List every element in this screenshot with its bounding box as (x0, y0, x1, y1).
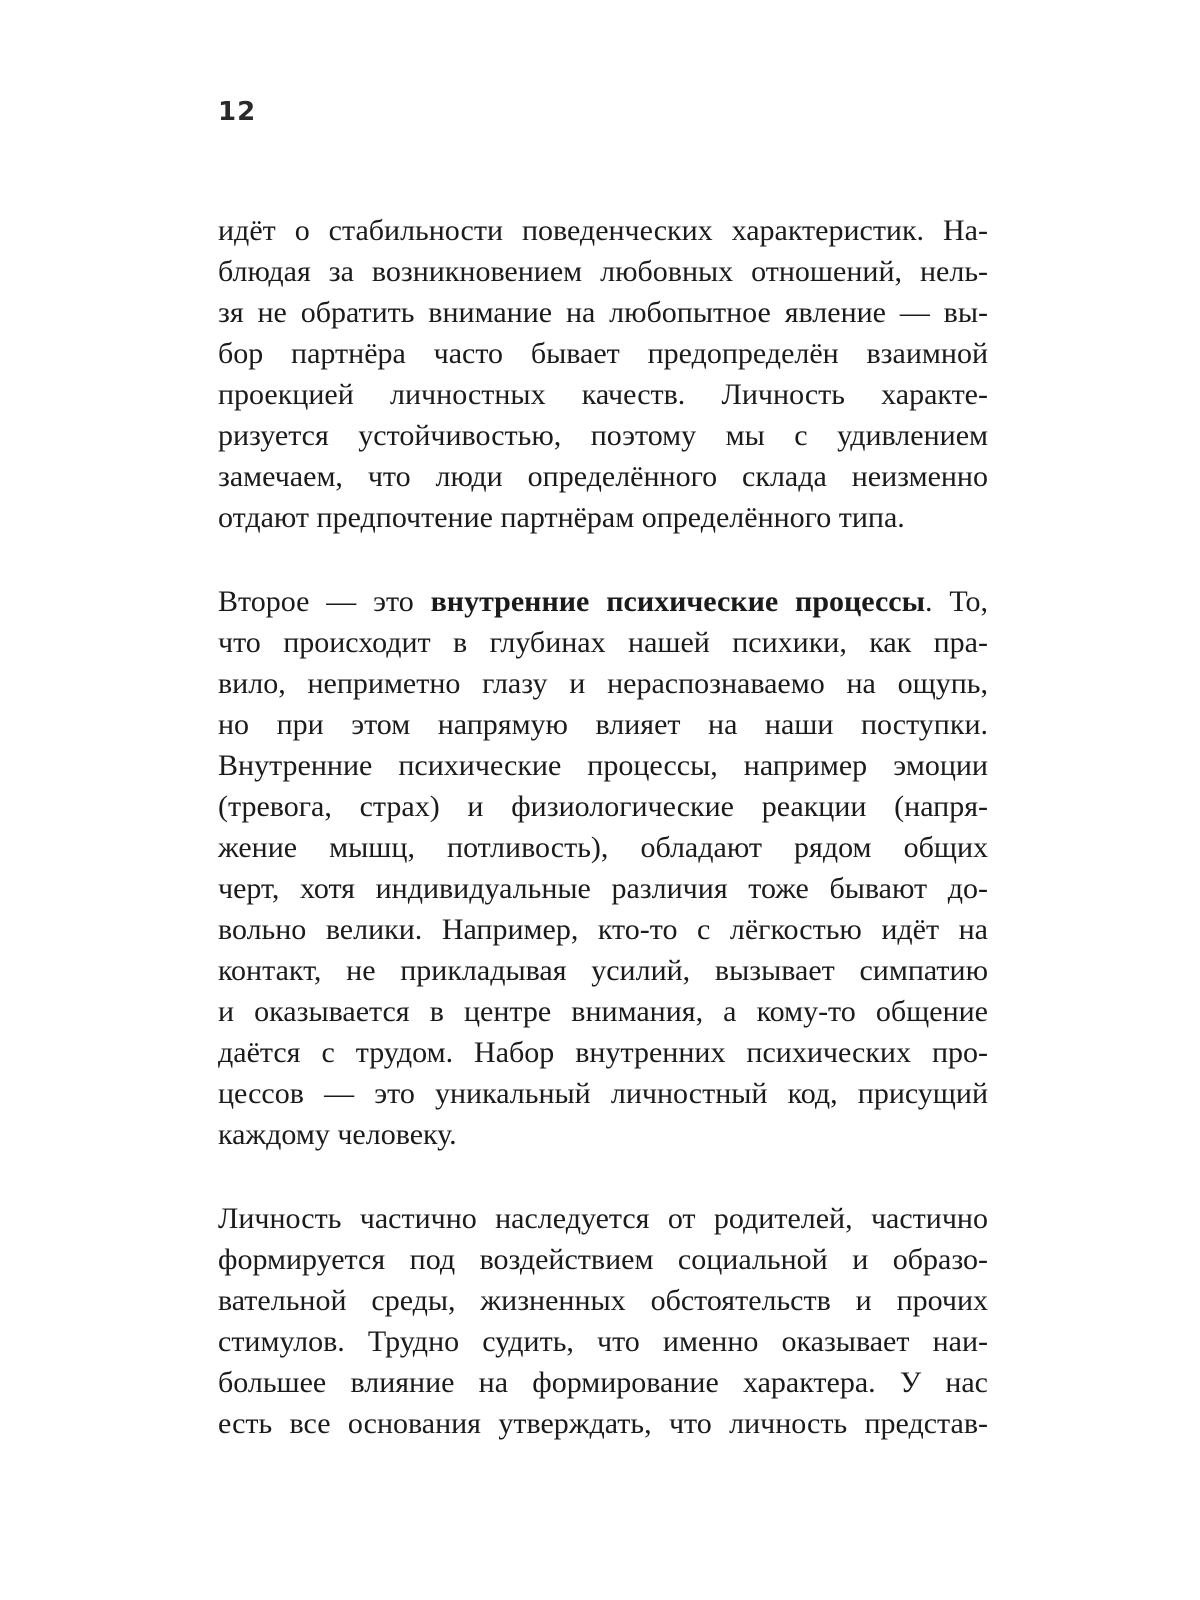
text-line: проекцией личностных качеств. Личность характе- (218, 378, 988, 411)
text-line: каждому человеку. (218, 1118, 457, 1151)
text-line: но при этом напрямую влияет на наши поступки. (218, 708, 988, 741)
paragraph-2 (218, 581, 988, 1155)
text-line: цессов — это уникальный личностный код, присущий (218, 1077, 988, 1110)
text-line: блюдая за возникновением любовных отношений, нель- (218, 255, 988, 288)
text-line: даётся с трудом. Набор внутренних психических про- (218, 1036, 988, 1069)
text-line: большее влияние на формирование характера. У нас (218, 1366, 988, 1399)
text-line: жение мышц, потливость), обладают рядом общих (218, 831, 988, 864)
text-line: есть все основания утверждать, что личность представ- (218, 1407, 988, 1440)
text-line: идёт о стабильности поведенческих характеристик. На- (218, 214, 988, 247)
paragraph-3 (218, 1198, 988, 1444)
text-line: Личность частично наследуется от родителей, частично (218, 1202, 988, 1235)
text-line: зя не обратить внимание на любопытное явление — вы- (218, 296, 988, 329)
text-line: и оказывается в центре внимания, а кому-то общение (218, 995, 988, 1028)
text-line: стимулов. Трудно судить, что именно оказывает наи- (218, 1325, 988, 1358)
bold-term: внутренние психические процессы (430, 585, 926, 618)
text-line: вило, неприметно глазу и нераспознаваемо на ощупь, (218, 667, 988, 700)
text-body (218, 210, 988, 1487)
text-line: Внутренние психические процессы, например эмоции (218, 749, 988, 782)
paragraph-1 (218, 210, 988, 538)
text-line: черт, хотя индивидуальные различия тоже бывают до- (218, 872, 988, 905)
page-number: 12 (218, 97, 257, 127)
text-line: контакт, не прикладывая усилий, вызывает симпатию (218, 954, 988, 987)
text-run: . То, (925, 585, 988, 618)
text-line: вольно велики. Например, кто-то с лёгкостью идёт на (218, 913, 988, 946)
text-line: (тревога, страх) и физиологические реакции (напря- (218, 790, 988, 823)
text-line: бор партнёра часто бывает предопределён взаимной (218, 337, 988, 370)
text-line: формируется под воздействием социальной и образо- (218, 1243, 988, 1276)
text-run: Второе — это (218, 585, 431, 618)
text-line: отдают предпочтение партнёрам определённого типа. (218, 501, 905, 534)
text-line: замечаем, что люди определённого склада неизменно (218, 460, 988, 493)
text-line: что происходит в глубинах нашей психики, как пра- (218, 626, 988, 659)
text-line: вательной среды, жизненных обстоятельств и прочих (218, 1284, 988, 1317)
text-line: ризуется устойчивостью, поэтому мы с удивлением (218, 419, 988, 452)
text-line-with-emphasis (218, 581, 988, 622)
